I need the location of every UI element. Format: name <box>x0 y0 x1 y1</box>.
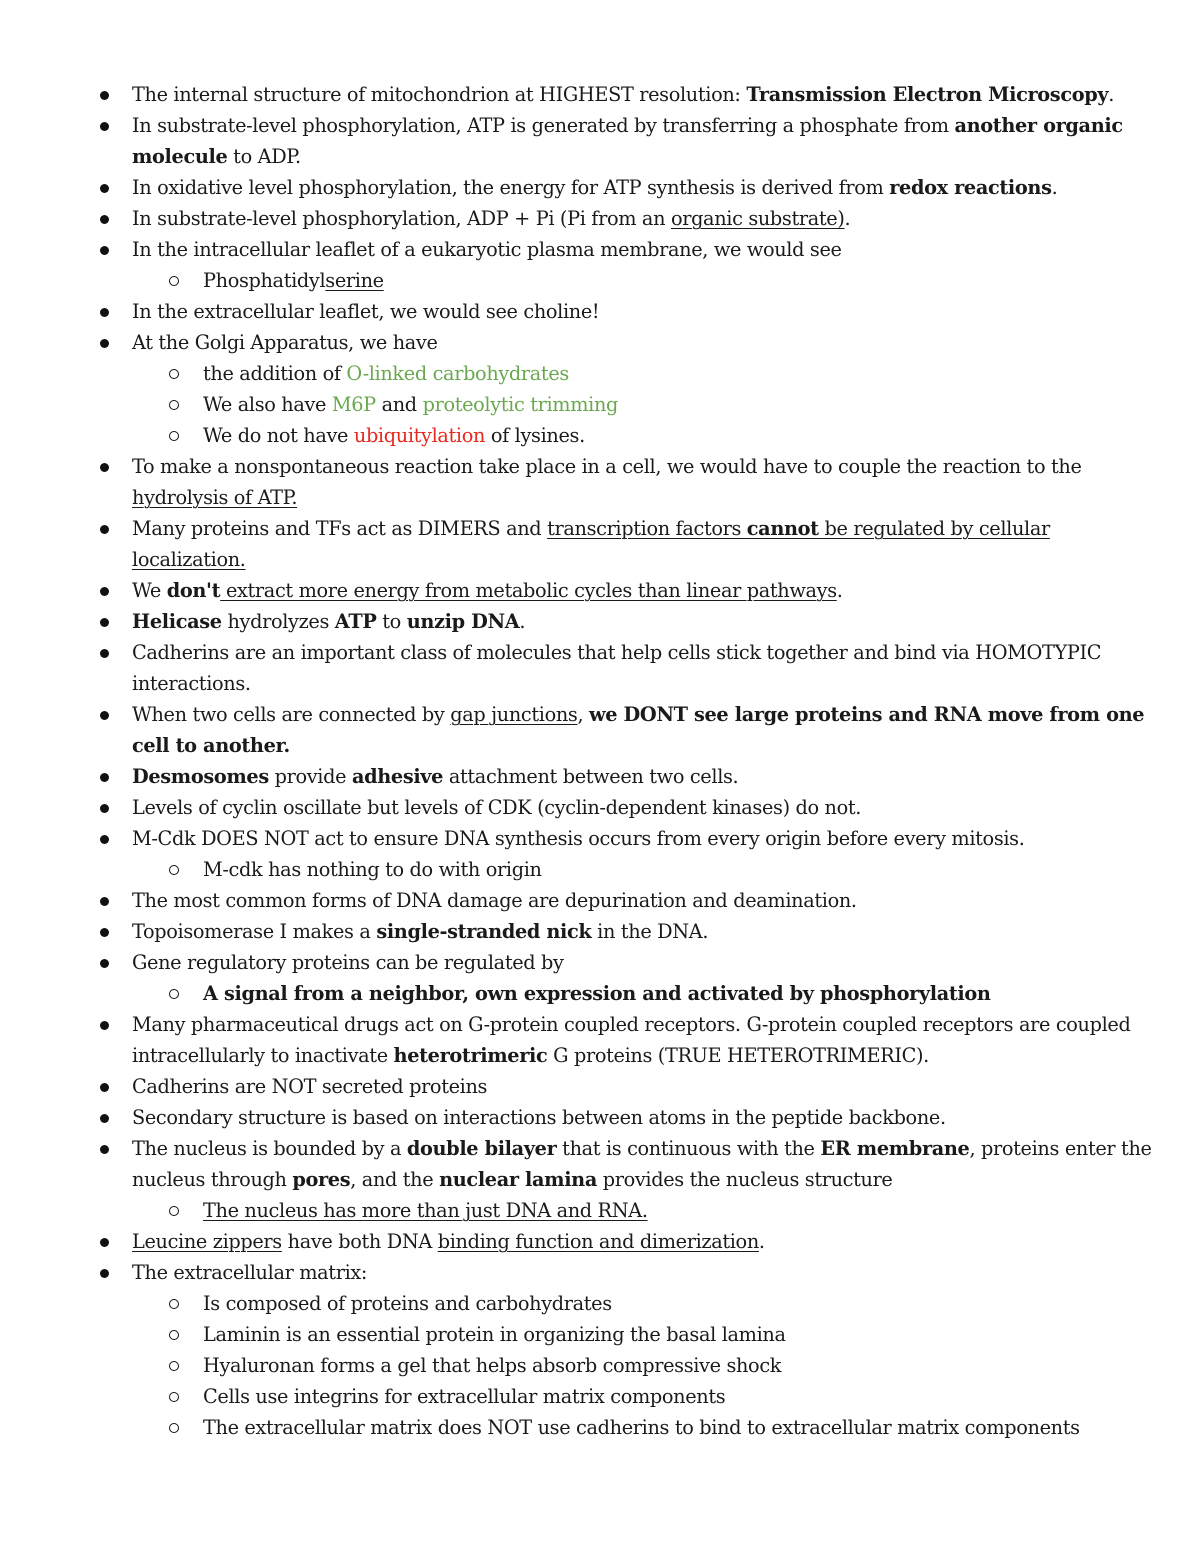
text-run: Laminin is an essential protein in organizing the basal lamina <box>203 1323 786 1346</box>
bullet-text <box>132 1133 1152 1164</box>
bullet-text <box>132 575 843 606</box>
bullet-text <box>203 1195 648 1226</box>
text-run: Leucine zippers <box>132 1230 282 1253</box>
filled-circle-bullet <box>100 215 109 224</box>
bullet-item <box>0 296 1200 327</box>
bullet-text <box>132 885 857 916</box>
hollow-circle-bullet <box>169 431 179 441</box>
bullet-item <box>0 885 1200 916</box>
bullet-text <box>132 730 290 761</box>
text-run: to ADP. <box>227 145 301 168</box>
filled-circle-bullet <box>100 246 109 255</box>
bullet-text <box>132 947 564 978</box>
text-run: . <box>758 1230 765 1253</box>
bullet-text <box>132 513 1050 544</box>
text-run: , proteins enter the <box>969 1137 1152 1160</box>
sub-bullet-item <box>0 1350 1200 1381</box>
text-run: In the intracellular leaflet of a eukaryotic plasma membrane, we would see <box>132 238 842 261</box>
sub-bullet-item <box>0 420 1200 451</box>
hollow-circle-bullet <box>169 1330 179 1340</box>
hollow-circle-bullet <box>169 1423 179 1433</box>
filled-circle-bullet <box>100 587 109 596</box>
text-run: Many proteins and TFs act as DIMERS and <box>132 517 548 540</box>
bullet-text <box>132 1257 367 1288</box>
hollow-circle-bullet <box>169 865 179 875</box>
bullet-item <box>0 606 1200 637</box>
text-run: Helicase <box>132 610 222 633</box>
filled-circle-bullet <box>100 1083 109 1092</box>
hollow-circle-bullet <box>169 1206 179 1216</box>
filled-circle-bullet <box>100 773 109 782</box>
text-run: and <box>375 393 423 416</box>
bullet-text <box>132 172 1057 203</box>
bullet-item <box>0 79 1200 110</box>
sub-bullet-item <box>0 265 1200 296</box>
text-run: At the Golgi Apparatus, we have <box>132 331 438 354</box>
text-run: M-Cdk DOES NOT act to ensure DNA synthesis occurs from every origin before every mitosis. <box>132 827 1025 850</box>
filled-circle-bullet <box>100 928 109 937</box>
filled-circle-bullet <box>100 959 109 968</box>
text-run: The most common forms of DNA damage are depurination and deamination. <box>132 889 857 912</box>
text-run: When two cells are connected by <box>132 703 451 726</box>
text-run: ubiquitylation <box>353 424 486 447</box>
text-run: we DONT see large proteins and RNA move from one <box>589 703 1145 726</box>
bullet-item <box>0 1133 1200 1164</box>
text-run: . <box>519 610 526 633</box>
bullet-item <box>0 916 1200 947</box>
bullet-text <box>132 668 251 699</box>
text-run: ER membrane <box>820 1137 970 1160</box>
hollow-circle-bullet <box>169 1392 179 1402</box>
filled-circle-bullet <box>100 463 109 472</box>
bullet-item <box>0 699 1200 730</box>
text-run: We <box>132 579 167 602</box>
text-run: O-linked carbohydrates <box>346 362 569 385</box>
text-run: . <box>836 579 843 602</box>
text-run: provides the nucleus structure <box>596 1168 893 1191</box>
hollow-circle-bullet <box>169 276 179 286</box>
hollow-circle-bullet <box>169 989 179 999</box>
text-run: have both DNA <box>281 1230 438 1253</box>
sub-bullet-item <box>0 1319 1200 1350</box>
bullet-item <box>0 575 1200 606</box>
bullet-item <box>0 1257 1200 1288</box>
text-run: , and the <box>350 1168 440 1191</box>
filled-circle-bullet <box>100 1114 109 1123</box>
text-run: The extracellular matrix does NOT use cadherins to bind to extracellular matrix components <box>203 1416 1080 1439</box>
filled-circle-bullet <box>100 339 109 348</box>
filled-circle-bullet <box>100 835 109 844</box>
bullet-item <box>0 203 1200 234</box>
bullet-item <box>0 1071 1200 1102</box>
text-run: . <box>844 207 851 230</box>
hollow-circle-bullet <box>169 1299 179 1309</box>
text-run: In the extracellular leaflet, we would see choline! <box>132 300 600 323</box>
text-run: that is continuous with the <box>556 1137 821 1160</box>
text-run: Hyaluronan forms a gel that helps absorb compressive shock <box>203 1354 782 1377</box>
text-run: to <box>376 610 407 633</box>
bullet-item-continuation <box>0 482 1200 513</box>
text-run: Desmosomes <box>132 765 269 788</box>
text-run: In oxidative level phosphorylation, the energy for ATP synthesis is derived from <box>132 176 890 199</box>
bullet-item-continuation <box>0 668 1200 699</box>
bullet-text <box>203 358 569 389</box>
text-run: don't <box>166 579 221 602</box>
text-run: . <box>1108 83 1114 106</box>
bullet-text <box>132 1164 893 1195</box>
text-run: In substrate-level phosphorylation, ADP + Pi (Pi from an <box>132 207 671 230</box>
bullet-text <box>132 606 525 637</box>
bullet-text <box>203 854 542 885</box>
text-run: Is composed of proteins and carbohydrates <box>203 1292 612 1315</box>
bullet-item <box>0 947 1200 978</box>
text-run: The internal structure of mitochondrion at HIGHEST resolution: <box>132 83 747 106</box>
bullet-item <box>0 792 1200 823</box>
text-run: . <box>1051 176 1058 199</box>
bullet-text <box>203 265 384 296</box>
bullet-item <box>0 1009 1200 1040</box>
text-run: gap junctions <box>450 703 578 726</box>
bullet-text <box>203 1350 781 1381</box>
filled-circle-bullet <box>100 1021 109 1030</box>
bullet-item <box>0 823 1200 854</box>
text-run: the addition of <box>203 362 347 385</box>
text-run: pores <box>292 1168 351 1191</box>
bullet-item <box>0 110 1200 141</box>
text-run: another organic <box>954 114 1123 137</box>
bullet-text <box>203 978 991 1009</box>
bullet-item-continuation <box>0 544 1200 575</box>
hollow-circle-bullet <box>169 400 179 410</box>
text-run: single-stranded nick <box>376 920 592 943</box>
bullet-item <box>0 234 1200 265</box>
bullet-text <box>132 234 842 265</box>
text-run: nuclear lamina <box>439 1168 597 1191</box>
filled-circle-bullet <box>100 308 109 317</box>
text-run: hydrolyzes <box>221 610 335 633</box>
text-run: Topoisomerase I makes a <box>132 920 377 943</box>
filled-circle-bullet <box>100 1145 109 1154</box>
text-run: In substrate-level phosphorylation, ATP is generated by transferring a phosphate from <box>132 114 955 137</box>
bullet-text <box>132 916 708 947</box>
sub-bullet-item <box>0 854 1200 885</box>
bullet-text <box>132 141 301 172</box>
bullet-text <box>132 792 861 823</box>
text-run: organic substrate) <box>670 207 845 230</box>
text-run: The nucleus is bounded by a <box>132 1137 407 1160</box>
bullet-item <box>0 327 1200 358</box>
text-run: transcription factors <box>547 517 747 540</box>
notes-document <box>0 79 1200 1443</box>
text-run: Levels of cyclin oscillate but levels of CDK (cyclin-dependent kinases) do not. <box>132 796 862 819</box>
bullet-text <box>132 79 1114 110</box>
bullet-item <box>0 513 1200 544</box>
text-run: Transmission Electron Microscopy <box>746 83 1109 106</box>
bullet-text <box>203 1381 725 1412</box>
text-run: molecule <box>132 145 228 168</box>
hollow-circle-bullet <box>169 1361 179 1371</box>
sub-bullet-item <box>0 1195 1200 1226</box>
text-run: redox reactions <box>889 176 1052 199</box>
text-run: cell to another. <box>132 734 290 757</box>
bullet-text <box>203 420 585 451</box>
sub-bullet-item <box>0 1412 1200 1443</box>
bullet-text <box>132 699 1144 730</box>
bullet-item-continuation <box>0 1040 1200 1071</box>
bullet-item-continuation <box>0 1164 1200 1195</box>
text-run: We do not have <box>203 424 354 447</box>
sub-bullet-item <box>0 358 1200 389</box>
text-run: ATP <box>334 610 377 633</box>
bullet-item <box>0 451 1200 482</box>
filled-circle-bullet <box>100 649 109 658</box>
filled-circle-bullet <box>100 91 109 100</box>
bullet-text <box>132 327 438 358</box>
text-run: Secondary structure is based on interactions between atoms in the peptide backbone. <box>132 1106 946 1129</box>
text-run: intracellularly to inactivate <box>132 1044 394 1067</box>
filled-circle-bullet <box>100 1238 109 1247</box>
text-run: The extracellular matrix: <box>132 1261 368 1284</box>
bullet-text <box>132 544 246 575</box>
bullet-text <box>132 1040 929 1071</box>
text-run: unzip DNA <box>406 610 520 633</box>
text-run: heterotrimeric <box>393 1044 548 1067</box>
bullet-text <box>132 761 738 792</box>
text-run: attachment between two cells. <box>443 765 739 788</box>
text-run: A signal from a neighbor, own expression and activated by phosphorylation <box>203 982 991 1005</box>
bullet-text <box>132 1071 487 1102</box>
sub-bullet-item <box>0 1381 1200 1412</box>
text-run: adhesive <box>351 765 444 788</box>
bullet-text <box>203 1288 612 1319</box>
text-run: provide <box>268 765 352 788</box>
text-run: be regulated by cellular <box>818 517 1050 540</box>
text-run: , <box>577 703 590 726</box>
sub-bullet-item <box>0 389 1200 420</box>
bullet-text <box>132 296 599 327</box>
text-run: hydrolysis of ATP. <box>132 486 298 509</box>
bullet-item <box>0 761 1200 792</box>
text-run: of lysines. <box>485 424 585 447</box>
bullet-item-continuation <box>0 730 1200 761</box>
filled-circle-bullet <box>100 618 109 627</box>
filled-circle-bullet <box>100 897 109 906</box>
filled-circle-bullet <box>100 122 109 131</box>
text-run: binding function and dimerization <box>437 1230 759 1253</box>
bullet-text <box>132 482 297 513</box>
text-run: G proteins (TRUE HETEROTRIMERIC). <box>547 1044 929 1067</box>
text-run: extract more energy from metabolic cycles than linear pathways <box>220 579 837 602</box>
text-run: M6P <box>331 393 376 416</box>
text-run: Many pharmaceutical drugs act on G-protein coupled receptors. G-protein coupled receptors are coupled <box>132 1013 1131 1036</box>
text-run: Phosphatidyl <box>203 269 326 292</box>
text-run: Cells use integrins for extracellular matrix components <box>203 1385 726 1408</box>
bullet-text <box>132 823 1025 854</box>
text-run: localization. <box>132 548 246 571</box>
text-run: Gene regulatory proteins can be regulated by <box>132 951 564 974</box>
bullet-text <box>203 1319 786 1350</box>
filled-circle-bullet <box>100 804 109 813</box>
filled-circle-bullet <box>100 525 109 534</box>
bullet-text <box>132 203 850 234</box>
bullet-text <box>132 637 1101 668</box>
hollow-circle-bullet <box>169 369 179 379</box>
sub-bullet-item <box>0 978 1200 1009</box>
bullet-item <box>0 637 1200 668</box>
text-run: serine <box>325 269 384 292</box>
text-run: To make a nonspontaneous reaction take place in a cell, we would have to couple the reaction to the <box>132 455 1082 478</box>
sub-bullet-item <box>0 1288 1200 1319</box>
bullet-text <box>132 451 1082 482</box>
bullet-item-continuation <box>0 141 1200 172</box>
bullet-item <box>0 172 1200 203</box>
bullet-text <box>132 110 1123 141</box>
text-run: proteolytic trimming <box>422 393 619 416</box>
text-run: double bilayer <box>406 1137 557 1160</box>
text-run: We also have <box>203 393 332 416</box>
bullet-text <box>203 1412 1080 1443</box>
bullet-item <box>0 1102 1200 1133</box>
bullet-text <box>203 389 618 420</box>
text-run: cannot <box>746 517 819 540</box>
text-run: Cadherins are an important class of molecules that help cells stick together and bind via HOMOTYPIC <box>132 641 1102 664</box>
text-run: The nucleus has more than just DNA and RNA. <box>203 1199 648 1222</box>
bullet-text <box>132 1226 765 1257</box>
bullet-text <box>132 1009 1130 1040</box>
filled-circle-bullet <box>100 184 109 193</box>
bullet-item <box>0 1226 1200 1257</box>
filled-circle-bullet <box>100 1269 109 1278</box>
text-run: in the DNA. <box>591 920 709 943</box>
filled-circle-bullet <box>100 711 109 720</box>
bullet-text <box>132 1102 946 1133</box>
text-run: M-cdk has nothing to do with origin <box>203 858 542 881</box>
text-run: Cadherins are NOT secreted proteins <box>132 1075 488 1098</box>
text-run: nucleus through <box>132 1168 293 1191</box>
text-run: interactions. <box>132 672 251 695</box>
